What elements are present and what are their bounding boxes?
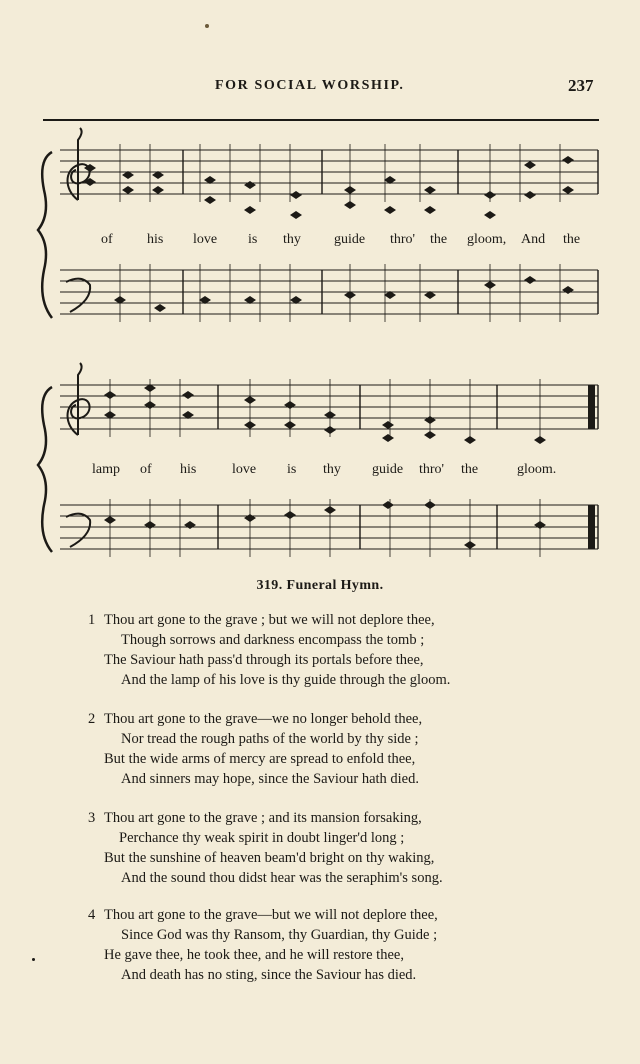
note-head	[562, 156, 574, 164]
verse-line: Perchance thy weak spirit in doubt linger'd long ;	[119, 830, 405, 846]
system-brace	[38, 152, 52, 318]
note-head	[484, 191, 496, 199]
note-head	[284, 421, 296, 429]
note-head	[244, 206, 256, 214]
lyric-word: the	[430, 232, 448, 247]
lyric-word: the	[461, 462, 479, 477]
note-head	[484, 281, 496, 289]
verse-line: But the sunshine of heaven beam'd bright on thy waking,	[104, 850, 435, 866]
final-barline	[588, 385, 595, 429]
verse-line: Nor tread the rough paths of the world by thy side ;	[121, 731, 419, 747]
note-head	[244, 421, 256, 429]
note-head	[204, 196, 216, 204]
lyric-word: gloom.	[517, 462, 557, 477]
lyric-word: his	[180, 462, 197, 477]
note-head	[290, 191, 302, 199]
note-head	[244, 514, 256, 522]
note-head	[424, 431, 436, 439]
page-number: 237	[568, 76, 594, 95]
lyric-word: is	[248, 232, 258, 247]
clefs	[38, 128, 90, 552]
system-brace	[38, 387, 52, 552]
lyric-word: of	[101, 232, 113, 247]
note-head	[344, 186, 356, 194]
lyric-word: thro'	[390, 232, 416, 247]
note-head	[122, 186, 134, 194]
stanza-number: 3	[88, 810, 96, 826]
lyric-word: lamp	[92, 462, 120, 477]
bass-clef	[66, 279, 90, 312]
verse-line: And the lamp of his love is thy guide through the gloom.	[121, 672, 451, 688]
verse-line: Thou art gone to the grave—but we will not deplore thee,	[104, 907, 438, 923]
lyric-word: is	[287, 462, 297, 477]
note-head	[104, 391, 116, 399]
note-head	[534, 436, 546, 444]
note-head	[182, 391, 194, 399]
note-head	[154, 304, 166, 312]
treble-clef	[68, 128, 90, 200]
lyrics-system-2	[92, 462, 556, 477]
final-barline	[588, 505, 595, 549]
note-head	[562, 186, 574, 194]
note-head	[562, 286, 574, 294]
hymn-title: 319. Funeral Hymn.	[256, 578, 384, 593]
lyric-word: guide	[372, 462, 404, 477]
note-head	[382, 501, 394, 509]
verse-line: The Saviour hath pass'd through its portals before thee,	[104, 652, 424, 668]
note-head	[384, 206, 396, 214]
note-head	[244, 396, 256, 404]
margin-mark	[32, 958, 35, 961]
lyric-word: thy	[283, 232, 301, 247]
note-head	[324, 426, 336, 434]
note-head	[144, 401, 156, 409]
lyrics-system-1	[101, 232, 580, 247]
bass-clef	[66, 514, 90, 547]
verse-line: Thou art gone to the grave ; and its mansion forsaking,	[104, 810, 422, 826]
note-head	[144, 521, 156, 529]
running-title: FOR SOCIAL WORSHIP.	[215, 78, 405, 93]
lyric-word: the	[563, 232, 581, 247]
lyric-word: his	[147, 232, 164, 247]
note-head	[484, 211, 496, 219]
verse-line: Thou art gone to the grave—we no longer behold thee,	[104, 711, 423, 727]
note-head	[104, 516, 116, 524]
lyric-word: And	[521, 232, 546, 247]
note-head	[152, 186, 164, 194]
note-head	[524, 276, 536, 284]
note-head	[534, 521, 546, 529]
note-head	[424, 501, 436, 509]
verse-line: Since God was thy Ransom, thy Guardian, thy Guide ;	[121, 927, 438, 943]
lyric-word: love	[193, 232, 218, 247]
verse-line: Thou art gone to the grave ; but we will not deplore thee,	[104, 612, 435, 628]
lyric-word: love	[232, 462, 257, 477]
lyric-word: of	[140, 462, 152, 477]
stanza-number: 4	[88, 907, 96, 923]
note-head	[524, 191, 536, 199]
note-head	[284, 511, 296, 519]
note-head	[424, 186, 436, 194]
verse-line: Though sorrows and darkness encompass the tomb ;	[121, 632, 425, 648]
note-head	[344, 201, 356, 209]
verse-line: And death has no sting, since the Saviour has died.	[121, 967, 417, 983]
note-head	[284, 401, 296, 409]
note-head	[424, 416, 436, 424]
verse-line: And the sound thou didst hear was the seraphim's song.	[121, 870, 443, 886]
note-head	[244, 181, 256, 189]
staff-lines	[60, 150, 598, 549]
note-head	[424, 206, 436, 214]
treble-clef	[68, 363, 90, 435]
note-head	[464, 541, 476, 549]
lyric-word: thro'	[419, 462, 445, 477]
note-heads	[84, 156, 595, 549]
verse-line: He gave thee, he took thee, and he will restore thee,	[104, 947, 404, 963]
stanza-number: 1	[88, 612, 96, 628]
note-head	[524, 161, 536, 169]
note-head	[290, 211, 302, 219]
note-head	[324, 506, 336, 514]
lyric-word: gloom,	[467, 232, 507, 247]
verse-line: And sinners may hope, since the Saviour hath died.	[121, 771, 419, 787]
lyric-word: thy	[323, 462, 341, 477]
note-head	[464, 436, 476, 444]
note-head	[382, 434, 394, 442]
verse-line: But the wide arms of mercy are spread to enfold thee,	[104, 751, 416, 767]
stanza-number: 2	[88, 711, 96, 727]
note-head	[382, 421, 394, 429]
lyric-word: guide	[334, 232, 366, 247]
note-head	[184, 521, 196, 529]
